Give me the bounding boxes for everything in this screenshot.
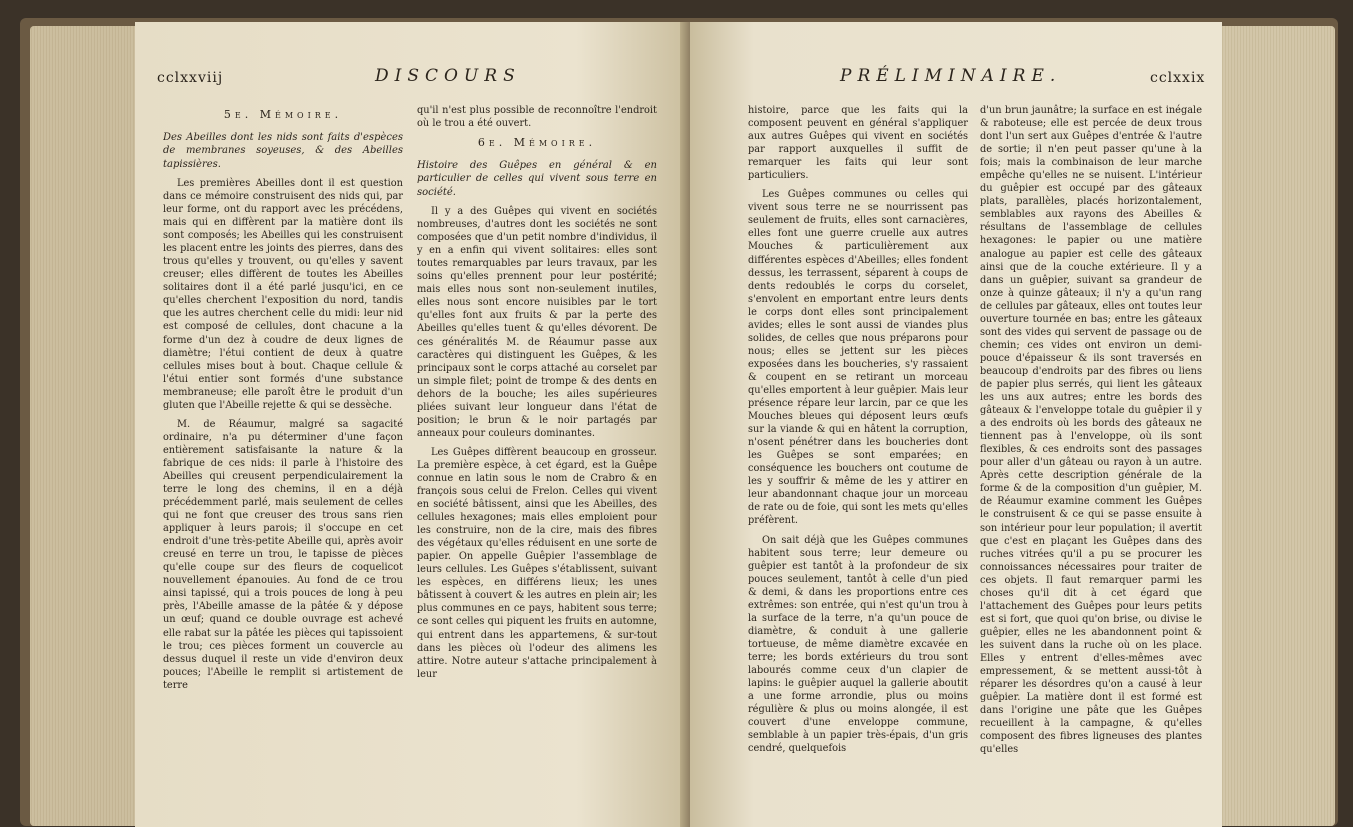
- left-page: [135, 22, 687, 827]
- memoir-title: Des Abeilles dont les nids sont faits d'espèces de membranes soyeuses, & des Abeilles tapissières.: [163, 132, 403, 170]
- right-column-2: [980, 104, 1202, 816]
- right-page: [690, 22, 1222, 827]
- paragraph: Les Guêpes diffèrent beaucoup en grosseur. La première espèce, à cet égard, est la Guêpe connue en latin sous le nom de Crabro & en françois sous celui de Frelon. Celles qui vivent en société bâtissent, ainsi que les Abeilles, des cellules hexagones; mais elles emploient pour les construire, non de la cire, mais des fibres des végétaux qu'elles réduisent en une sorte de papier. On appelle Guêpier l'assemblage de leurs cellules. Les Guêpes s'établissent, suivant les espèces, en différens lieux; les unes bâtissent à couvert & les autres en plein air; les plus communes en ce pays, habitent sous terre; ce sont celles qui piquent les fruits en automne, qui entrent dans les appartemens, & sur-tout dans les pièces où l'odeur des alimens les attire. Notre auteur s'attache principalement à leur: [417, 446, 657, 680]
- paragraph: Il y a des Guêpes qui vivent en sociétés nombreuses, d'autres dont les sociétés ne sont composées que d'un petit nombre d'individus, il y en a enfin qui vivent solitaires: elles sont toutes remarquables par leurs travaux, par les soins qu'elles prennent pour leur postérité; mais elles nous sont non-seulement inutiles, elles nous sont encore nuisibles par le tort qu'elles font aux fruits & par la perte des Abeilles qu'elles tuent & qu'elles dévorent. De ces généralités M. de Réaumur passe aux caractères qui distinguent les Guêpes, & les principaux sont le corps attaché au corselet par un simple filet; point de trompe & des dents en dehors de la bouche; les ailes supérieures pliées suivant leur longueur dans l'état de position; le brun & le noir partagés par anneaux pour couleurs dominantes.: [417, 206, 657, 439]
- left-column-2: [417, 104, 657, 816]
- page-edges-left: [30, 26, 140, 826]
- paragraph: Les premières Abeilles dont il est question dans ce mémoire construisent des nids qui, par leur forme, ont du rapport avec les précédens, mais qui en diffèrent par la matière dont ils sont composés; les Abeilles qui les construisent les placent entre les joints des pierres, dans des trous qu'elles y trouvent, ou qu'elles y savent creuser; elles diffèrent de toutes les Abeilles solitaires dont il a été parlé jusqu'ici, en ce qu'elles cherchent l'exposition du nord, tandis que les autres cherchent celle du midi: leur nid est composé de cellules, dont chacune a la forme d'un dez à coudre de deux lignes de diamètre; l'étui contient de deux à quatre cellules mises bout à bout. Chaque cellule & l'étui entier sont formés d'une substance membraneuse; elle paroît être le produit d'un gluten que l'Abeille rejette & qui se dessèche.: [163, 177, 403, 411]
- right-column-1: [748, 104, 968, 816]
- paragraph: On sait déjà que les Guêpes communes habitent sous terre; leur demeure ou guêpier est tantôt à la profondeur de six pouces seulement, tantôt à celle d'un pied & demi, & dans les proportions entre ces extrêmes: son entrée, qui n'est qu'un trou à la surface de la terre, n'a qu'un pouce de diamètre, & conduit à une gallerie tortueuse, de même diamètre excavée en terre; les bords extérieurs du trou sont labourés comme ceux d'un clapier de lapins: le guêpier auquel la gallerie aboutit a une forme arrondie, plus ou moins régulière & plus ou moins alongée, il est couvert d'une enveloppe commune, semblable à un papier très-épais, d'un gris cendré, quelquefois: [748, 534, 968, 755]
- memoir-title: Histoire des Guêpes en général & en particulier de celles qui vivent sous terre en société.: [417, 160, 657, 198]
- page-edges-right: [1215, 26, 1335, 826]
- memoir-heading: 5e. Mémoire.: [223, 108, 343, 121]
- left-column-1: [163, 104, 403, 816]
- paragraph: d'un brun jaunâtre; la surface en est inégale & raboteuse; elle est percée de deux trous dont l'un sert aux Guêpes d'entrée & l'autre de sortie; il n'en peut passer qu'une à la fois; mais la combinaison de leur marche empêche qu'elles ne se nuisent. L'intérieur du guêpier est occupé par des gâteaux plats, parallèles, placés horizontalement, semblables aux rayons des Abeilles & résultans de l'assemblage de cellules hexagones: le papier ou une matière analogue au papier est celle des gâteaux ainsi que de la couche extérieure. Il y a dans un guêpier, suivant sa grandeur de onze à quinze gâteaux; il n'y a qu'un rang de cellules par gâteaux, elles ont toutes leur ouverture tournée en bas; entre les gâteaux sont des vides qui servent de passage ou de chemin; ces vides ont environ un demi-pouce d'épaisseur & ils sont traversés en beaucoup d'endroits par des fibres ou liens de papier plus serrés, qui lient les gâteaux les uns aux autres; entre les bords des gâteaux & l'enveloppe totale du guêpier il y a des endroits où les bords des gâteaux ne tiennent pas à l'enveloppe, où ils sont flexibles, & ces endroits sont des passages pour aller d'un gâteau ou rayon à un autre. Après cette description générale de la forme & de la composition d'un guêpier, M. de Réaumur examine comment les Guêpes le construisent & ce qui se passe ensuite à son intérieur pour leur population; il avertit que c'est en plaçant les Guêpes dans des ruches vitrées qu'il a pu se procurer les connoissances nécessaires pour traiter de ces objets. Il faut remarquer parmi les choses qu'il dit à cet égard que l'attachement des Guêpes pour leurs petits est si fort, que quoi qu'on brise, ou divise le guêpier, elles ne les abandonnent point & les suivent dans la ruche où on les place. Elles y entrent d'elles-mêmes avec empressement, & se mettent aussi-tôt à réparer les désordres qu'on a causé à leur guêpier. La matière dont il est formé est dans l'origine une pâte que les Guêpes recueillent à la campagne, & qu'elles composent des fibres ligneuses des plantes qu'elles: [980, 105, 1202, 756]
- memoir-heading: 6e. Mémoire.: [477, 136, 597, 150]
- paragraph: M. de Réaumur, malgré sa sagacité ordinaire, n'a pu déterminer d'une façon entièrement satisfaisante la nature & la fabrique de ces nids: il parle à l'histoire des Abeilles qui creusent perpendiculairement la terre le long des chemins, il en a déjà précédemment parlé, mais seulement de celles qui ne font que creuser des trous sans rien appliquer à leurs parois; il s'occupe en cet endroit d'une très-petite Abeille qui, après avoir creusé en terre un trou, le tapisse de pièces qu'elle coupe sur des fleurs de coquelicot nouvellement épanouies. Au fond de ce trou ainsi tapissé, qui a trois pouces de long à peu près, l'Abeille amasse de la pâtée & y dépose un œuf; quand ce double ouvrage est achevé elle rabat sur la pâtée les pièces qui tapissoient le trou; ces pièces forment un couvercle au dessus duquel il reste un vide d'environ deux pouces; l'Abeille le remplit si artistement de terre: [163, 418, 403, 691]
- right-running-title: PRÉLIMINAIRE.: [840, 66, 1062, 86]
- left-folio: cclxxviij: [157, 70, 224, 86]
- left-running-title: DISCOURS: [375, 66, 521, 86]
- paragraph: histoire, parce que les faits qui la composent peuvent en général s'appliquer aux autres Guêpes qui vivent en sociétés par rapport auxquelles il suffit de remarquer les faits qui leur sont particuliers.: [748, 105, 968, 182]
- right-folio: cclxxix: [1150, 70, 1206, 86]
- paragraph: qu'il n'est plus possible de reconnoître l'endroit où le trou a été ouvert.: [417, 105, 657, 130]
- paragraph: Les Guêpes communes ou celles qui vivent sous terre ne se nourrissent pas seulement de fruits, elles sont carnacières, elles font une guerre cruelle aux autres Mouches & particulièrement aux différentes espèces d'Abeilles; elles fondent dessus, les terrassent, séparent à coups de dents redoublés le corps du corselet, s'envolent en emportant entre leurs dents le corps dont elles sont principalement avides; elles le sont aussi de viandes plus solides, de celles que nous préparons pour nous; elles se jettent sur les pièces exposées dans les boucheries, s'y rassaient & coupent en se retirant un morceau qu'elles emportent à leur guêpier. Mais leur présence répare leur larcin, par ce que les Mouches bleues qui déposent leurs œufs sur la viande & qui en hâtent la corruption, n'osent pénétrer dans les boucheries dont les Guêpes se sont emparées; en conséquence les bouchers ont coutume de les y souffrir & même de les y attirer en leur abandonnant chaque jour un morceau de rate ou de foie, qui sont les mets qu'elles préfèrent.: [748, 189, 968, 527]
